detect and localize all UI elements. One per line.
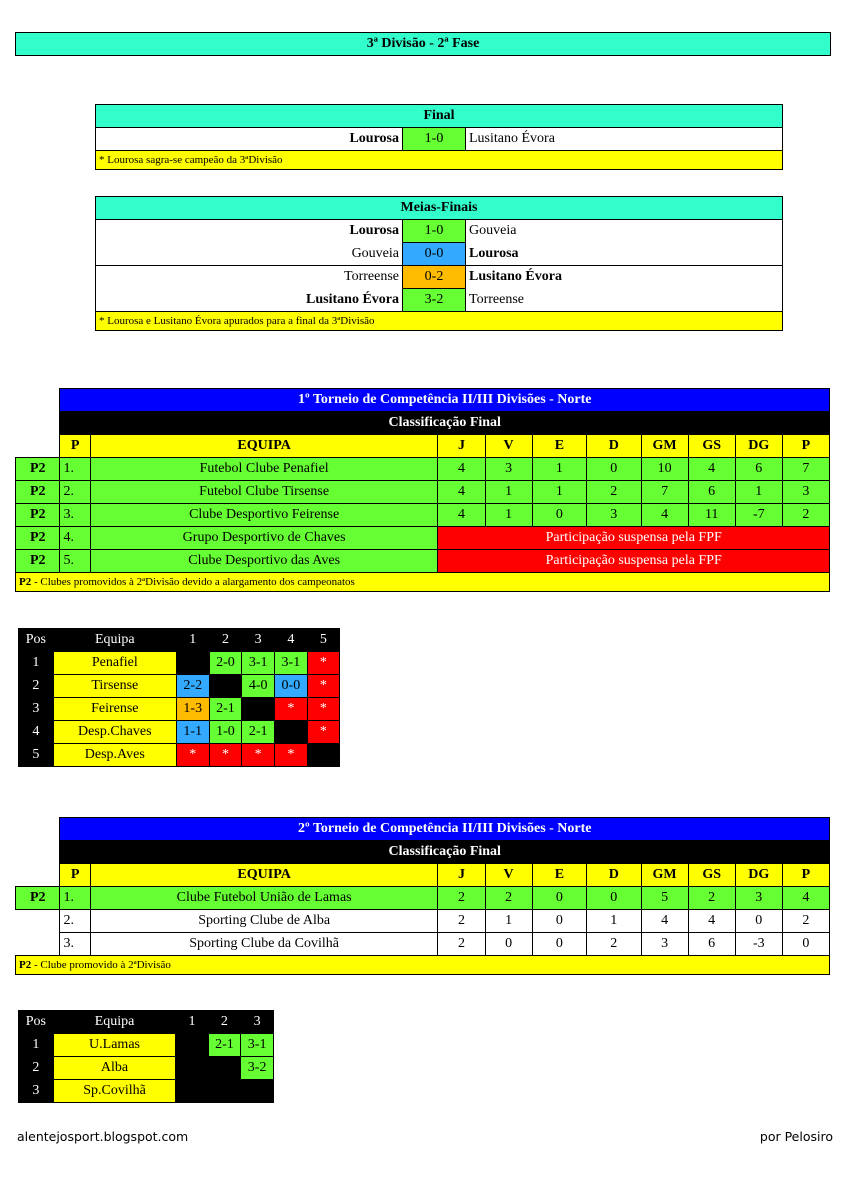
result: * xyxy=(275,744,308,767)
stat: 1 xyxy=(532,481,586,504)
matrix-row xyxy=(19,1080,274,1103)
team: Futebol Clube Penafiel xyxy=(90,458,438,481)
col-header: J xyxy=(438,864,485,887)
stat: 0 xyxy=(782,933,829,956)
table-row xyxy=(16,527,830,550)
t2-subtitle: Classificação Final xyxy=(60,841,830,864)
pos: 5. xyxy=(60,550,90,573)
result: 3-1 xyxy=(275,652,308,675)
col-header: EQUIPA xyxy=(90,435,438,458)
result xyxy=(176,1057,208,1080)
result xyxy=(176,1080,208,1103)
stat: -3 xyxy=(735,933,782,956)
result: 3-2 xyxy=(241,1057,274,1080)
promo-tag: P2 xyxy=(16,504,60,527)
result: * xyxy=(307,675,339,698)
col-header: Equipa xyxy=(53,1011,176,1034)
result: 1-1 xyxy=(176,721,209,744)
team: Alba xyxy=(53,1057,176,1080)
t1-subtitle: Classificação Final xyxy=(60,412,830,435)
col-header: Equipa xyxy=(53,629,176,652)
footer-source: alentejosport.blogspot.com xyxy=(17,1129,189,1144)
pos: 4. xyxy=(60,527,90,550)
suspended-notice: Participação suspensa pela FPF xyxy=(438,527,830,550)
result: 2-1 xyxy=(208,1034,241,1057)
result: 4-0 xyxy=(242,675,275,698)
promo-tag xyxy=(16,910,60,933)
footer-author: por Pelosiro xyxy=(759,1129,833,1144)
stat: 4 xyxy=(782,887,829,910)
matrix-row xyxy=(19,721,340,744)
col-header: GS xyxy=(688,435,735,458)
final-away: Lusitano Évora xyxy=(466,128,783,151)
team: Sp.Covilhã xyxy=(53,1080,176,1103)
col-header: 5 xyxy=(307,629,339,652)
stat: 3 xyxy=(641,933,688,956)
stat: 2 xyxy=(438,933,485,956)
result xyxy=(208,1057,241,1080)
col-header: D xyxy=(587,864,641,887)
promo-tag: P2 xyxy=(16,550,60,573)
semi-away: Lusitano Évora xyxy=(466,266,783,289)
table-row xyxy=(16,933,830,956)
stat: 4 xyxy=(641,504,688,527)
result xyxy=(209,675,242,698)
semi-score: 3-2 xyxy=(403,289,466,312)
col-header: E xyxy=(532,864,586,887)
stat: 7 xyxy=(782,458,829,481)
team: Feirense xyxy=(53,698,176,721)
t1-standings xyxy=(15,388,830,592)
table-row xyxy=(16,458,830,481)
stat: 0 xyxy=(735,910,782,933)
matrix-row xyxy=(19,1034,274,1057)
t2-title: 2º Torneio de Competência II/III Divisões - Norte xyxy=(60,818,830,841)
result: 1-0 xyxy=(209,721,242,744)
semis-note: * Lourosa e Lusitano Évora apurados para a final da 3ªDivisão xyxy=(96,312,783,331)
stat: 0 xyxy=(532,504,586,527)
stat: 3 xyxy=(485,458,532,481)
final-title: Final xyxy=(96,105,783,128)
result: 3-1 xyxy=(241,1034,274,1057)
col-header: J xyxy=(438,435,485,458)
t2-note: P2 - Clube promovido à 2ªDivisão xyxy=(16,956,830,975)
stat: 6 xyxy=(688,481,735,504)
result xyxy=(275,721,308,744)
semi-home: Lusitano Évora xyxy=(96,289,403,312)
stat: 4 xyxy=(438,458,485,481)
result: * xyxy=(307,652,339,675)
promo-tag: P2 xyxy=(16,527,60,550)
col-header: P xyxy=(782,864,829,887)
stat: 2 xyxy=(587,481,641,504)
pos: 1 xyxy=(19,652,54,675)
result xyxy=(242,698,275,721)
col-header: GM xyxy=(641,435,688,458)
col-header: Pos xyxy=(19,1011,54,1034)
page-title: 3ª Divisão - 2ª Fase xyxy=(15,32,831,56)
stat: 5 xyxy=(641,887,688,910)
col-header: V xyxy=(485,435,532,458)
team: Tirsense xyxy=(53,675,176,698)
pos: 4 xyxy=(19,721,54,744)
t1-note: P2 - Clubes promovidos à 2ªDivisão devido a alargamento dos campeonatos xyxy=(16,573,830,592)
table-row xyxy=(16,887,830,910)
team: Clube Desportivo Feirense xyxy=(90,504,438,527)
semi-home: Gouveia xyxy=(96,243,403,266)
result xyxy=(307,744,339,767)
team: Penafiel xyxy=(53,652,176,675)
result: 1-3 xyxy=(176,698,209,721)
result: 2-1 xyxy=(209,698,242,721)
team: Desp.Aves xyxy=(53,744,176,767)
stat: 6 xyxy=(735,458,782,481)
promo-tag: P2 xyxy=(16,458,60,481)
semi-score: 0-2 xyxy=(403,266,466,289)
stat: 3 xyxy=(782,481,829,504)
pos: 2 xyxy=(19,1057,54,1080)
col-header: 3 xyxy=(241,1011,274,1034)
stat: 3 xyxy=(587,504,641,527)
semi-score: 1-0 xyxy=(403,220,466,243)
col-header: P xyxy=(60,864,90,887)
col-header: V xyxy=(485,864,532,887)
stat: 11 xyxy=(688,504,735,527)
col-header: DG xyxy=(735,435,782,458)
result xyxy=(208,1080,241,1103)
col-header: 2 xyxy=(209,629,242,652)
promo-tag xyxy=(16,933,60,956)
col-header: 1 xyxy=(176,1011,208,1034)
team: U.Lamas xyxy=(53,1034,176,1057)
stat: 2 xyxy=(688,887,735,910)
col-header: E xyxy=(532,435,586,458)
matrix-row xyxy=(19,744,340,767)
result: 2-2 xyxy=(176,675,209,698)
stat: 4 xyxy=(688,910,735,933)
pos: 3. xyxy=(60,933,90,956)
pos: 3. xyxy=(60,504,90,527)
table-row xyxy=(16,910,830,933)
stat: 1 xyxy=(485,481,532,504)
pos: 2. xyxy=(60,910,90,933)
t1-matrix xyxy=(18,628,340,767)
stat: 4 xyxy=(438,504,485,527)
semi-home: Torreense xyxy=(96,266,403,289)
stat: 0 xyxy=(532,910,586,933)
stat: 0 xyxy=(532,887,586,910)
final-table xyxy=(95,104,783,170)
team: Grupo Desportivo de Chaves xyxy=(90,527,438,550)
stat: 2 xyxy=(438,887,485,910)
col-header: 4 xyxy=(275,629,308,652)
result: * xyxy=(242,744,275,767)
stat: 1 xyxy=(587,910,641,933)
col-header: D xyxy=(587,435,641,458)
pos: 2 xyxy=(19,675,54,698)
stat: 1 xyxy=(532,458,586,481)
col-header: DG xyxy=(735,864,782,887)
stat: 4 xyxy=(688,458,735,481)
result: * xyxy=(209,744,242,767)
pos: 3 xyxy=(19,698,54,721)
stat: 1 xyxy=(735,481,782,504)
stat: 2 xyxy=(587,933,641,956)
team: Sporting Clube da Covilhã xyxy=(90,933,438,956)
result xyxy=(176,1034,208,1057)
team: Clube Desportivo das Aves xyxy=(90,550,438,573)
col-header: GS xyxy=(688,864,735,887)
col-header: P xyxy=(782,435,829,458)
stat: 0 xyxy=(485,933,532,956)
team: Clube Futebol União de Lamas xyxy=(90,887,438,910)
col-header: 1 xyxy=(176,629,209,652)
t2-matrix xyxy=(18,1010,274,1103)
stat: 4 xyxy=(438,481,485,504)
stat: 2 xyxy=(782,910,829,933)
pos: 1. xyxy=(60,458,90,481)
table-row xyxy=(16,481,830,504)
final-home: Lourosa xyxy=(96,128,403,151)
result xyxy=(176,652,209,675)
stat: -7 xyxy=(735,504,782,527)
stat: 10 xyxy=(641,458,688,481)
result: 2-1 xyxy=(242,721,275,744)
semi-away: Gouveia xyxy=(466,220,783,243)
stat: 4 xyxy=(641,910,688,933)
result: * xyxy=(176,744,209,767)
semis-title: Meias-Finais xyxy=(96,197,783,220)
col-header: 3 xyxy=(242,629,275,652)
final-note: * Lourosa sagra-se campeão da 3ªDivisão xyxy=(96,151,783,170)
pos: 2. xyxy=(60,481,90,504)
matrix-row xyxy=(19,1057,274,1080)
semi-home: Lourosa xyxy=(96,220,403,243)
promo-tag: P2 xyxy=(16,887,60,910)
matrix-row xyxy=(19,698,340,721)
result: 3-1 xyxy=(242,652,275,675)
col-header: P xyxy=(60,435,90,458)
stat: 2 xyxy=(485,887,532,910)
stat: 0 xyxy=(532,933,586,956)
t1-title: 1º Torneio de Competência II/III Divisões - Norte xyxy=(60,389,830,412)
stat: 2 xyxy=(782,504,829,527)
pos: 5 xyxy=(19,744,54,767)
table-row xyxy=(16,550,830,573)
result: * xyxy=(307,721,339,744)
final-score: 1-0 xyxy=(403,128,466,151)
col-header: Pos xyxy=(19,629,54,652)
t2-standings xyxy=(15,817,830,975)
table-row xyxy=(16,504,830,527)
stat: 2 xyxy=(438,910,485,933)
stat: 0 xyxy=(587,458,641,481)
result: * xyxy=(307,698,339,721)
result: * xyxy=(275,698,308,721)
result: 2-0 xyxy=(209,652,242,675)
stat: 1 xyxy=(485,504,532,527)
col-header: GM xyxy=(641,864,688,887)
result xyxy=(241,1080,274,1103)
suspended-notice: Participação suspensa pela FPF xyxy=(438,550,830,573)
semis-table xyxy=(95,196,783,331)
stat: 1 xyxy=(485,910,532,933)
semi-away: Torreense xyxy=(466,289,783,312)
matrix-row xyxy=(19,652,340,675)
team: Futebol Clube Tirsense xyxy=(90,481,438,504)
pos: 1 xyxy=(19,1034,54,1057)
semi-away: Lourosa xyxy=(466,243,783,266)
stat: 3 xyxy=(735,887,782,910)
result: 0-0 xyxy=(275,675,308,698)
semi-score: 0-0 xyxy=(403,243,466,266)
pos: 3 xyxy=(19,1080,54,1103)
team: Sporting Clube de Alba xyxy=(90,910,438,933)
stat: 0 xyxy=(587,887,641,910)
stat: 6 xyxy=(688,933,735,956)
col-header: EQUIPA xyxy=(90,864,438,887)
team: Desp.Chaves xyxy=(53,721,176,744)
promo-tag: P2 xyxy=(16,481,60,504)
pos: 1. xyxy=(60,887,90,910)
col-header: 2 xyxy=(208,1011,241,1034)
matrix-row xyxy=(19,675,340,698)
stat: 7 xyxy=(641,481,688,504)
